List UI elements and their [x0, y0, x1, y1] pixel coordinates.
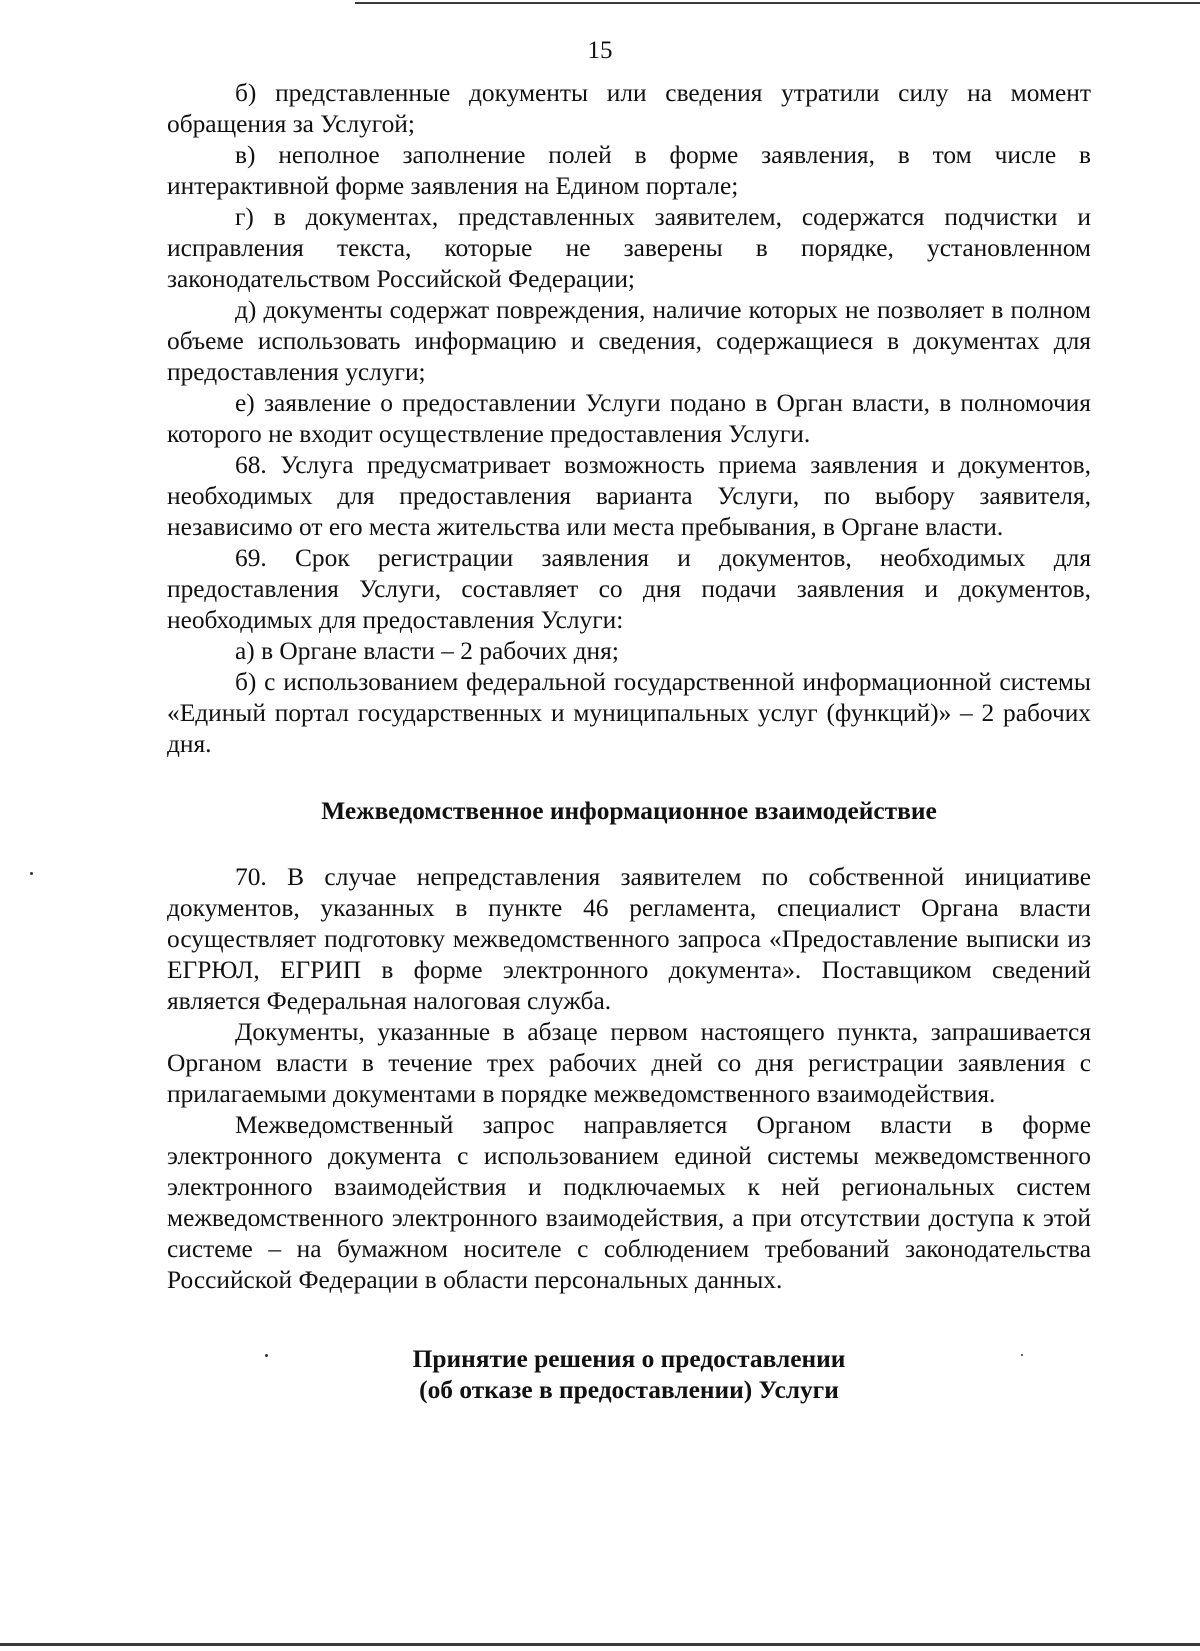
scan-speck: [265, 1354, 268, 1357]
scan-speck: [30, 872, 33, 875]
paragraph-70: 70. В случае непредставления заявителем по собственной инициативе документов, указанных в пункте 46 регламента, специалист Органа власти осуществляет подготовку межведомственного запроса «Предоставление выписки из ЕГРЮЛ, ЕГРИП в форме электронного документа». Поставщиком сведений является Федеральная налоговая служба.: [167, 863, 1091, 1015]
scan-bottom-rule: [0, 1643, 1200, 1646]
section-heading-decision: [167, 1344, 1091, 1406]
scan-speck: [1021, 1354, 1023, 1356]
paragraph-item-d: д) документы содержат повреждения, наличие которых не позволяет в полном объеме использовать информацию и сведения, содержащиеся в документах для предоставления услуги;: [167, 296, 1091, 386]
section-heading-interagency: Межведомственное информационное взаимодействие: [321, 797, 937, 825]
paragraph-69-b: б) с использованием федеральной государственной информационной системы «Единый портал государственных и муниципальных услуг (функций)» – 2 рабочих дня.: [167, 668, 1091, 758]
paragraph-item-e: е) заявление о предоставлении Услуги подано в Орган власти, в полномочия которого не входит осуществление предоставления Услуги.: [167, 389, 1091, 448]
section-heading-decision-line-2: (об отказе в предоставлении) Услуги: [419, 1376, 839, 1404]
paragraph-69-a: а) в Органе власти – 2 рабочих дня;: [235, 637, 619, 665]
scan-top-rule: [355, 2, 1200, 4]
paragraph-70-request: Межведомственный запрос направляется Органом власти в форме электронного документа с использованием единой системы межведомственного электронного взаимодействия и подключаемых к ней региональных систем межведомственного электронного взаимодействия, а при отсутствии доступа к этой системе – на бумажном носителе с соблюдением требований законодательства Российской Федерации в области персональных данных.: [167, 1111, 1091, 1294]
paragraph-item-v: в) неполное заполнение полей в форме заявления, в том числе в интерактивной форме заявления на Едином портале;: [167, 141, 1091, 200]
paragraph-70-documents: Документы, указанные в абзаце первом настоящего пункта, запрашивается Органом власти в течение трех рабочих дней со дня регистрации заявления с прилагаемыми документами в порядке межведомственного взаимодействия.: [167, 1018, 1091, 1108]
paragraph-69: 69. Срок регистрации заявления и документов, необходимых для предоставления Услуги, составляет со дня подачи заявления и документов, необходимых для предоставления Услуги:: [167, 544, 1091, 634]
paragraph-item-g: г) в документах, представленных заявителем, содержатся подчистки и исправления текста, которые не заверены в порядке, установленном законодательством Российской Федерации;: [167, 203, 1091, 293]
paragraph-68: 68. Услуга предусматривает возможность приема заявления и документов, необходимых для предоставления варианта Услуги, по выбору заявителя, независимо от его места жительства или места пребывания, в Органе власти.: [167, 451, 1091, 541]
section-heading-decision-line-1: Принятие решения о предоставлении: [412, 1345, 846, 1373]
paragraph-item-b: б) представленные документы или сведения утратили силу на момент обращения за Услугой;: [167, 79, 1091, 138]
document-body: [167, 78, 1091, 1406]
page-number: 15: [587, 37, 613, 64]
